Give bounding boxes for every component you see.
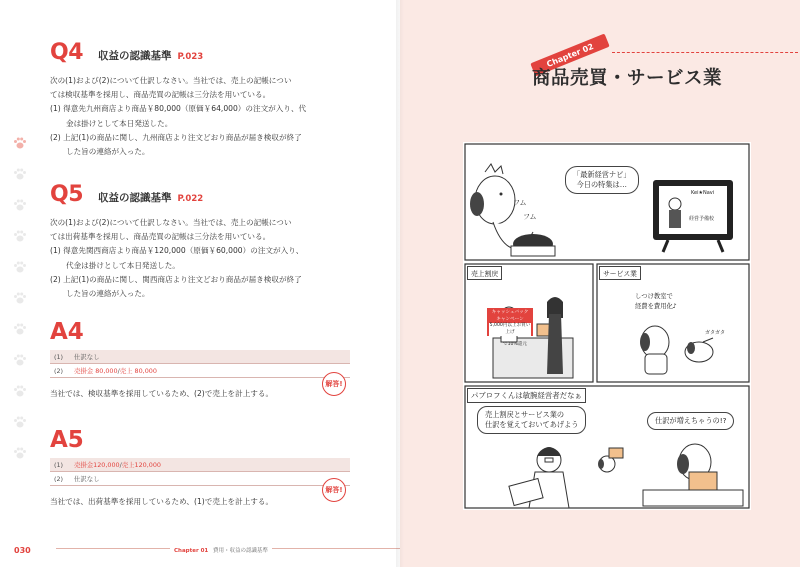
q4-page-ref: P.023 [177,52,204,62]
q4-item-line: 金は掛けとして本日発送した。 [66,118,173,128]
q5-header [50,182,370,208]
answer-a4 [50,318,350,399]
q4-item-line: した旨の連絡が入った。 [66,147,150,157]
q5-item-line: (1) 得意先関西商店より商品￥120,000（原価￥60,000）の注文が入り、 [50,246,304,256]
paw-icon [13,136,27,150]
q4-header [50,40,370,66]
speech-bubble [565,166,639,194]
answer-badge: 解答! [322,372,346,396]
footer-chapter-title: 費用・収益の認識基準 [213,548,269,554]
a5-row-2-value: 仕訳なし [74,475,100,483]
note-line: 経費を費用化♪ [635,303,677,310]
a4-row-2 [50,364,350,378]
q4-intro-line: ては検収基準を採用し、商品売買の記帳は三分法を用いている。 [50,90,271,100]
speech-line: 今日の特集は… [576,180,627,189]
sound-effect: フム [523,213,537,221]
a4-row-1 [50,350,350,364]
paw-icon [13,198,27,212]
q5-intro-line: ては出荷基準を採用し、商品売買の記帳は三分法を用いている。 [50,232,271,242]
footer-chapter-label: Chapter 01 [174,548,209,554]
handwritten-note [635,292,677,312]
q4-title: 収益の認識基準 [98,50,172,62]
a5-row-2 [50,472,350,486]
question-q4 [50,40,370,159]
paw-icon [13,415,27,429]
sign-line: キャンペーン [496,316,524,322]
a5-row-1-separator: / [119,460,122,469]
q5-intro-line: 次の(1)および(2)について仕訳しなさい。当社では、売上の記帳につい [50,218,292,227]
paw-icon [13,167,27,181]
panel-label: 売上割戻 [467,266,502,280]
a4-row-2-credit: 売上 80,000 [119,367,157,375]
paw-icon [13,384,27,398]
q4-intro-line: 次の(1)および(2)について仕訳しなさい。当社では、売上の記帳につい [50,76,292,85]
q5-body [50,216,370,301]
q5-page-ref: P.022 [177,194,204,204]
speech-bubble: 仕訳が増えちゃうの!? [647,412,734,430]
a4-row-2-label: (2) [54,366,64,375]
a4-number: A4 [50,319,84,345]
q5-item-line: した旨の連絡が入った。 [66,289,150,299]
a4-row-1-label: (1) [54,352,64,361]
a4-row-1-value: 仕訳なし [74,353,100,361]
answer-a5 [50,426,350,507]
a4-note: 当社では、検収基準を採用しているため、(2)で売上を計上する。 [50,389,274,398]
chapter-title: 商品売買・サービス業 [532,68,723,89]
book-gutter [396,0,404,567]
sign-line: 5,000円以上お買い上げ [489,323,531,335]
paw-icon [13,322,27,336]
speech-bubble [477,406,586,434]
page-number: 030 [14,546,31,555]
sound-effect: フム [513,199,527,207]
chapter-tag: Chapter 02 [530,34,609,77]
sign-line: で10%還元 [503,342,527,347]
paw-print-column [13,136,29,477]
campaign-sign [487,308,533,336]
a5-row-1 [50,458,350,472]
q5-number: Q5 [50,182,84,207]
paw-icon [13,291,27,305]
q4-item-line: (2) 上記(1)の商品に関し、九州商店より注文どおり商品が届き検収が終了 [50,132,302,142]
running-footer [170,546,272,554]
paw-icon [13,353,27,367]
q4-item-line: (1) 得意先九州商店より商品￥80,000（原価￥64,000）の注文が入り、代 [50,104,307,114]
a5-row-1-credit: 売上120,000 [121,461,161,469]
tv-caption: 経営予備校 [689,216,715,222]
q4-number: Q4 [50,40,84,65]
paw-icon [13,260,27,274]
tv-logo: Kei★Navi [691,190,715,196]
sound-effect: ガタガタ [705,330,726,336]
a4-row-2-separator: / [117,366,120,375]
q5-item-line: 代金は掛けとして本日発送した。 [66,260,180,270]
note-line: しつけ教室で [635,293,673,300]
answer-badge: 解答! [322,478,346,502]
a5-row-1-label: (1) [54,460,64,469]
q5-item-line: (2) 上記(1)の商品に関し、関西商店より注文どおり商品が届き検収が終了 [50,274,302,284]
paw-icon [13,229,27,243]
a4-row-2-debit: 売掛金 80,000 [74,367,118,375]
narration-box: パブロフくんは敏腕経営者だなぁ [467,388,586,403]
paw-icon [13,446,27,460]
speech-line: 仕訳を覚えておいてあげよう [485,420,579,429]
a5-row-2-label: (2) [54,474,64,483]
a5-number: A5 [50,427,84,453]
q5-title: 収益の認識基準 [98,192,172,204]
header-dashed-rule [612,52,798,53]
speech-line: 売上割戻とサービス業の [485,410,565,419]
a5-row-1-debit: 売掛金120,000 [74,461,120,469]
panel-label: サービス業 [599,266,641,280]
q4-body [50,74,370,159]
question-q5 [50,182,370,301]
speech-line: 「最新経営ナビ」 [573,170,631,179]
manga-illustration [463,142,751,510]
a5-note: 当社では、出荷基準を採用しているため、(1)で売上を計上する。 [50,497,274,506]
sign-line: キャッシュバック [491,310,529,315]
